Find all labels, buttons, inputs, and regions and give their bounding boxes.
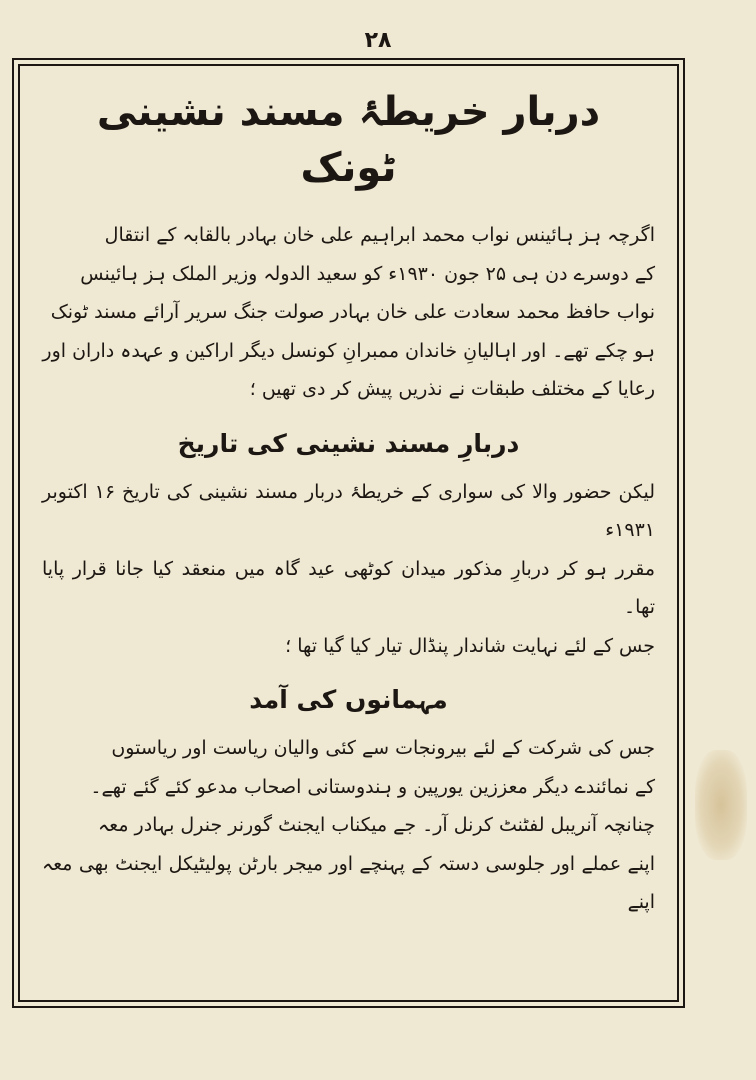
intro-paragraph: اگرچہ ہز ہائینس نواب محمد ابراہیم علی خان بہادر بالقابہ کے انتقال کے دوسرے دن ہی ۲۵ جون ۱۹۳۰ء کو سعید الدولہ وزیر الملک ہز ہائینس نواب حافظ محمد سعادت علی خان بہادر صولت جنگ سریر آرائے مسند ٹونک ہو چکے تھے۔ اور اہالیانِ خاندان ممبرانِ کونسل دیگر اراکین و عہدہ داران اور رعایا کے مختلف طبقات نے نذریں پیش کر دی تھیں ؛ bbox=[42, 224, 655, 400]
section-paragraph-date: لیکن حضور والا کی سواری کے خریطۂ دربار مسند نشینی کی تاریخ ۱۶ اکتوبر ۱۹۳۱ء مقرر ہو کر دربارِ مذکور میدان کوٹھی عید گاہ میں منعقد کیا جانا قرار پایا تھا۔ جس کے لئے نہایت شاندار پنڈال تیار کیا گیا تھا ؛ bbox=[42, 480, 656, 657]
section-heading-date: دربارِ مسند نشینی کی تاریخ bbox=[177, 428, 520, 458]
page-border bbox=[12, 58, 685, 1008]
page-border-inner bbox=[18, 64, 679, 1002]
page-number: ۲۸ bbox=[364, 28, 392, 53]
document-title: دربار خریطۂ مسند نشینی ٹونک bbox=[96, 89, 601, 191]
section-heading-guests: مہمانوں کی آمد bbox=[249, 685, 448, 714]
section-paragraph-guests: جس کی شرکت کے لئے بیرونجات سے کئی والیان ریاست اور ریاستوں کے نمائندے دیگر معززین یورپین و ہندوستانی اصحاب مدعو کئے گئے تھے۔ چنانچہ آنریبل لفٹنٹ کرنل آر۔ جے میکناب ایجنٹ گورنر جنرل بہادر معہ اپنے عملے اور جلوسی دستہ کے پہنچے اور میجر بارٹن پولیٹیکل ایجنٹ بھی معہ اپنے bbox=[42, 737, 655, 913]
paper-stain bbox=[695, 750, 747, 860]
document-body bbox=[42, 84, 655, 988]
